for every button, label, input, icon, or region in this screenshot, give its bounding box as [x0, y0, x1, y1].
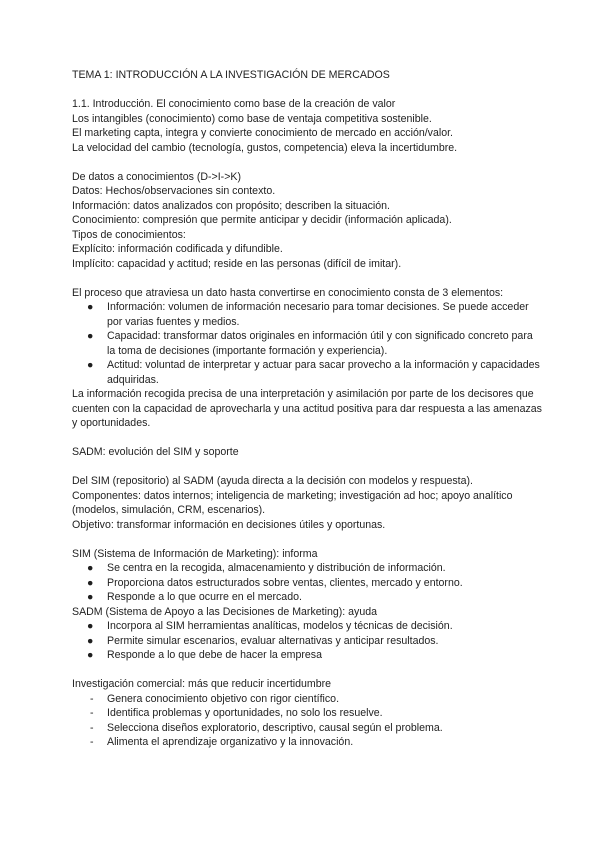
- datos-line: Explícito: información codificada y difundible.: [72, 243, 283, 255]
- datos-line: Datos: Hechos/observaciones sin contexto.: [72, 185, 276, 197]
- list-item: - Selecciona diseños exploratorio, descriptivo, causal según el problema.: [90, 721, 443, 734]
- list-item: ● Se centra en la recogida, almacenamiento y distribución de información.: [87, 562, 446, 574]
- list-item: ● Permite simular escenarios, evaluar alternativas y anticipar resultados.: [87, 634, 439, 647]
- dash-icon: -: [90, 707, 94, 719]
- sim-heading: SIM (Sistema de Información de Marketing): informa: [72, 547, 318, 560]
- intro-heading: 1.1. Introducción. El conocimiento como base de la creación de valor: [72, 98, 396, 110]
- sadm-line: Objetivo: transformar información en decisiones útiles y oportunas.: [72, 518, 386, 531]
- sadm-bullet-list: [72, 619, 542, 663]
- proceso-bullet-list: [72, 300, 542, 387]
- intro-line: La velocidad del cambio (tecnología, gustos, competencia) eleva la incertidumbre.: [72, 141, 458, 154]
- list-item: ● Capacidad: transformar datos originales en información útil y con significado concreto para la toma de decisiones (importante formación y experiencia).: [87, 330, 533, 357]
- bullet-icon: ●: [87, 330, 94, 342]
- document-page: [72, 68, 542, 750]
- sadm-line: Del SIM (repositorio) al SADM (ayuda directa a la decisión con modelos y respuesta).: [72, 475, 473, 487]
- list-item: - Genera conocimiento objetivo con rigor científico.: [90, 692, 340, 705]
- sadm-heading: SADM: evolución del SIM y soporte: [72, 446, 239, 458]
- datos-line: Información: datos analizados con propósito; describen la situación.: [72, 199, 390, 212]
- dash-icon: -: [90, 736, 94, 748]
- list-item: ● Responde a lo que ocurre en el mercado.: [87, 591, 302, 603]
- intro-line: Los intangibles (conocimiento) como base de ventaja competitiva sostenible.: [72, 112, 432, 125]
- datos-heading: De datos a conocimientos (D->I->K): [72, 170, 241, 183]
- sadm-line: Componentes: datos internos; inteligencia de marketing; investigación ad hoc; apoyo analítico (modelos, simulación, CRM, escenarios).: [72, 489, 513, 516]
- list-item: ● Proporciona datos estructurados sobre ventas, clientes, mercado y entorno.: [87, 576, 463, 589]
- bullet-icon: ●: [87, 562, 94, 574]
- datos-line: Implícito: capacidad y actitud; reside en las personas (difícil de imitar).: [72, 257, 402, 270]
- list-item: ● Responde a lo que debe de hacer la empresa: [87, 649, 322, 661]
- sim-bullet-list: [72, 561, 542, 605]
- list-item: ● Incorpora al SIM herramientas analíticas, modelos y técnicas de decisión.: [87, 620, 453, 632]
- datos-line: Conocimiento: compresión que permite anticipar y decidir (información aplicada).: [72, 214, 452, 226]
- intro-line: El marketing capta, integra y convierte conocimiento de mercado en acción/valor.: [72, 127, 453, 139]
- investigacion-dash-list: [72, 692, 542, 750]
- list-item: - Identifica problemas y oportunidades, no solo los resuelve.: [90, 707, 383, 719]
- sadm-def-heading: SADM (Sistema de Apoyo a las Decisiones de Marketing): ayuda: [72, 605, 378, 618]
- dash-icon: -: [90, 692, 94, 705]
- datos-line: Tipos de conocimientos:: [72, 228, 186, 241]
- bullet-icon: ●: [87, 634, 94, 647]
- dash-icon: -: [90, 721, 94, 734]
- investigacion-heading: Investigación comercial: más que reducir incertidumbre: [72, 678, 332, 690]
- bullet-icon: ●: [87, 576, 94, 589]
- bullet-icon: ●: [87, 301, 94, 313]
- proceso-heading: El proceso que atraviesa un dato hasta convertirse en conocimiento consta de 3 elementos:: [72, 286, 504, 299]
- bullet-icon: ●: [87, 649, 94, 661]
- bullet-icon: ●: [87, 359, 94, 371]
- list-item: ● Actitud: voluntad de interpretar y actuar para sacar provecho a la información y capacidades adquiridas.: [87, 359, 540, 386]
- proceso-closing: La información recogida precisa de una interpretación y asimilación por parte de los decisores que cuenten con la capacidad de aprovecharla y una actitud positiva para dar respuesta a las amenazas y oportunidades.: [72, 388, 542, 429]
- list-item: - Alimenta el aprendizaje organizativo y la innovación.: [90, 736, 354, 748]
- bullet-icon: ●: [87, 591, 94, 603]
- bullet-icon: ●: [87, 620, 94, 632]
- list-item: ● Información: volumen de información necesario para tomar decisiones. Se puede acceder por varias fuentes y medios.: [87, 301, 529, 328]
- document-title: TEMA 1: INTRODUCCIÓN A LA INVESTIGACIÓN DE MERCADOS: [72, 69, 390, 81]
